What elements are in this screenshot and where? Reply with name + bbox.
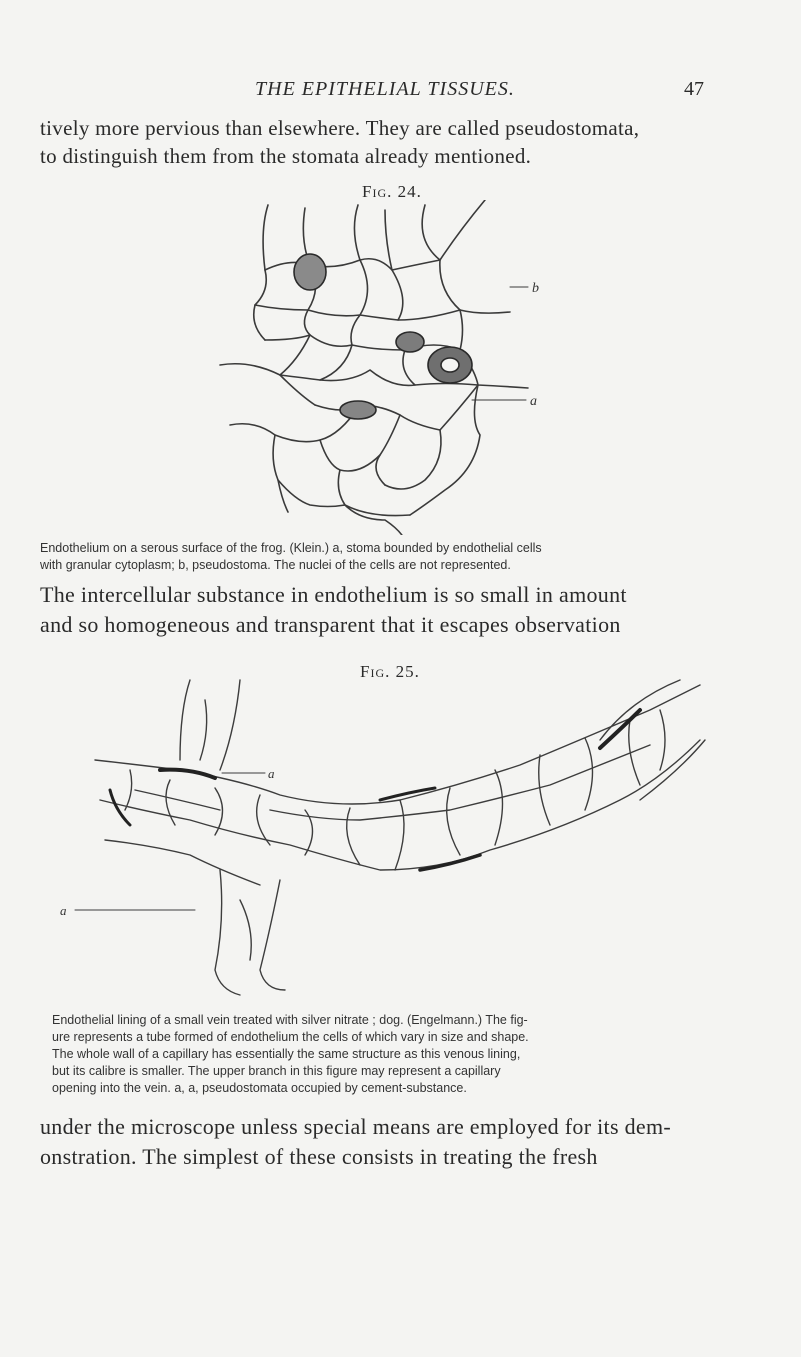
figure-25-marker-a-left: a [60,903,67,918]
caption-line: The whole wall of a capillary has essentially the same structure as this venous lining, [52,1047,521,1061]
figure-25-label: Fig. 25. [360,662,420,681]
figure-24-illustration [210,200,560,535]
paragraph-line: tively more pervious than elsewhere. They are called pseudostomata, [40,116,640,140]
paragraph-middle [40,580,768,640]
paragraph-line: The intercellular substance in endothelium is so small in amount [40,582,627,607]
vein-lining-drawing [40,670,740,1000]
page-number: 47 [684,78,704,100]
figure-25-marker-a-top: a [268,766,275,781]
figure-24-label: Fig. 24. [362,182,422,201]
figure-24-marker-a: a [530,394,537,409]
caption-line: but its calibre is smaller. The upper branch in this figure may represent a capillary [52,1064,501,1078]
paragraph-line: to distinguish them from the stomata already mentioned. [40,144,532,168]
paragraph-bottom [40,1112,768,1172]
running-head-title: THE EPITHELIAL TISSUES. [255,78,515,100]
paragraph-top [40,114,768,170]
figure-24-caption [40,540,542,574]
endothelium-cell-drawing [210,200,560,535]
caption-line: Endothelial lining of a small vein treated with silver nitrate ; dog. (Engelmann.) The fig- [52,1013,528,1027]
caption-line: opening into the vein. a, a, pseudostomata occupied by cement-substance. [52,1081,467,1095]
paragraph-line: and so homogeneous and transparent that it escapes observation [40,612,621,637]
caption-line: Endothelium on a serous surface of the frog. (Klein.) a, stoma bounded by endothelial cells [40,541,542,555]
caption-line: ure represents a tube formed of endothelium the cells of which vary in size and shape. [52,1030,529,1044]
paragraph-line: under the microscope unless special means are employed for its dem- [40,1114,672,1139]
caption-line: with granular cytoplasm; b, pseudostoma. The nuclei of the cells are not represented. [40,558,511,572]
figure-25-illustration [40,670,740,1000]
running-head [0,78,801,108]
figure-25-caption [52,1012,529,1097]
paragraph-line: onstration. The simplest of these consists in treating the fresh [40,1144,598,1169]
figure-24-marker-b: b [532,281,539,296]
